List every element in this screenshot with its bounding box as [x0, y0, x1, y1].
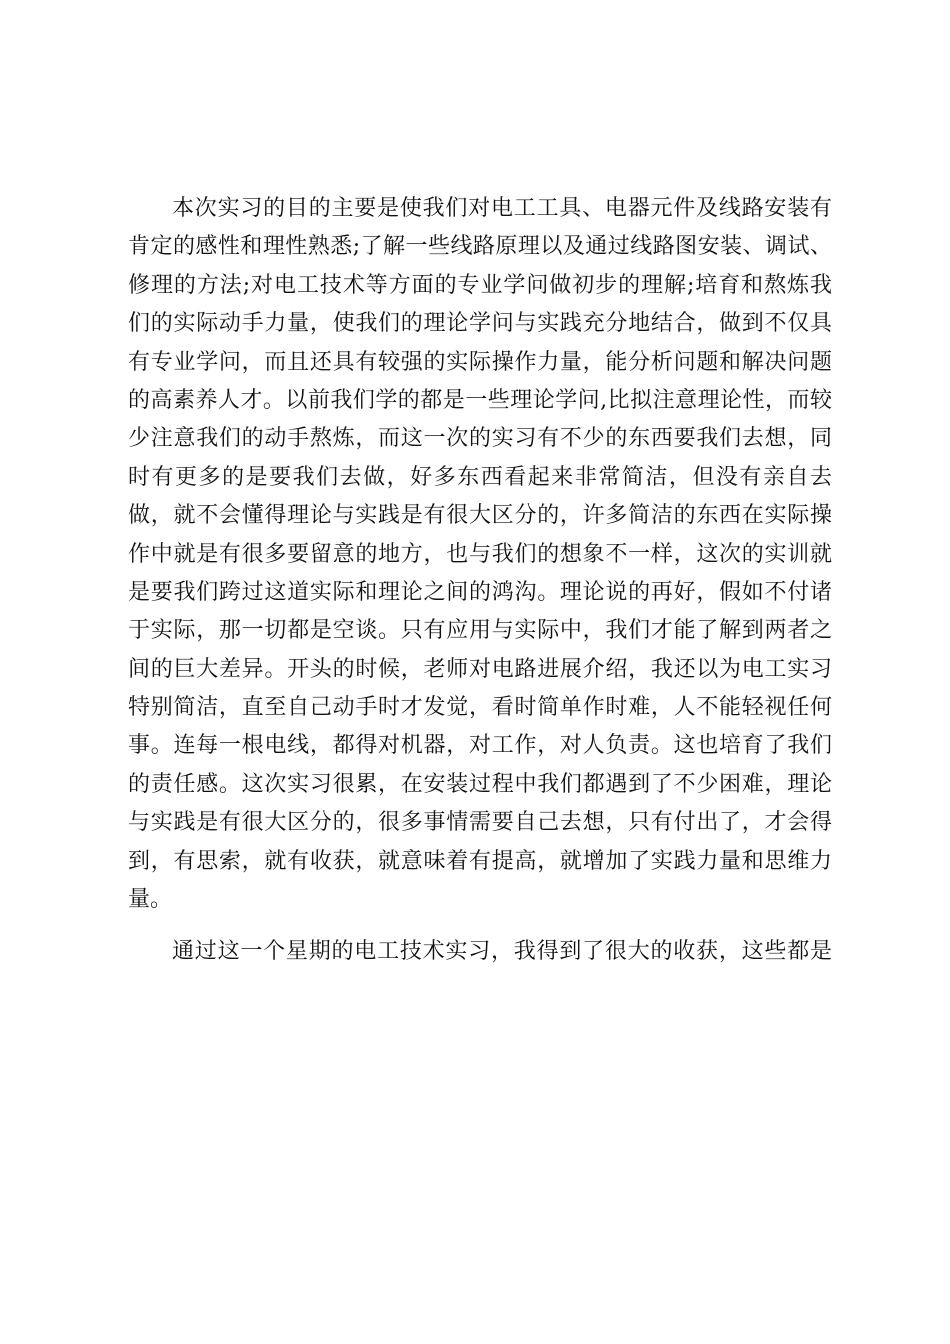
text-line: 是要我们跨过这道实际和理论之间的鸿沟。理论说的再好，假如不付诸: [128, 579, 832, 605]
text-line: 作中就是有很多要留意的地方，也与我们的想象不一样，这次的实训就: [128, 541, 832, 567]
text-line: 间的巨大差异。开头的时候，老师对电路进展介绍，我还以为电工实习: [128, 656, 832, 682]
document-body: [128, 190, 832, 972]
text-line: 与实践是有很大区分的，很多事情需要自己去想，只有付出了，才会得: [128, 810, 832, 836]
text-line: 本次实习的目的主要是使我们对电工工具、电器元件及线路安装有: [172, 196, 832, 221]
text-line: 做，就不会懂得理论与实践是有很大区分的，许多简洁的东西在实际操: [128, 503, 832, 529]
text-line: 到，有思索，就有收获，就意味着有提高，就增加了实践力量和思维力: [128, 848, 832, 874]
text-line: 于实际，那一切都是空谈。只有应用与实际中，我们才能了解到两者之: [128, 618, 832, 644]
text-line: 通过这一个星期的电工技术实习，我得到了很大的收获，这些都是: [172, 939, 832, 965]
paragraph-2: [128, 933, 832, 971]
text-line: 有专业学问，而且还具有较强的实际操作力量，能分析问题和解决问题: [128, 349, 832, 375]
text-line: 的责任感。这次实习很累，在安装过程中我们都遇到了不少困难，理论: [128, 771, 832, 797]
paragraph-spacer: [128, 919, 832, 933]
paragraph-1: [128, 190, 832, 919]
text-line: 的高素养人才。以前我们学的都是一些理论学问,比拟注意理论性，而较: [128, 387, 832, 413]
text-line: 量。: [128, 887, 173, 913]
text-line: 事。连每一根电线，都得对机器，对工作，对人负责。这也培育了我们: [128, 733, 832, 759]
text-line: 时有更多的是要我们去做，好多东西看起来非常简洁，但没有亲自去: [128, 464, 832, 490]
text-line: 们的实际动手力量，使我们的理论学问与实践充分地结合，做到不仅具: [128, 311, 832, 337]
text-line: 肯定的感性和理性熟悉;了解一些线路原理以及通过线路图安装、调试、: [128, 234, 832, 260]
text-line: 少注意我们的动手熬炼，而这一次的实习有不少的东西要我们去想，同: [128, 426, 832, 452]
text-line: 特别简洁，直至自己动手时才发觉，看时简单作时难，人不能轻视任何: [128, 695, 832, 721]
text-line: 修理的方法;对电工技术等方面的专业学问做初步的理解;培育和熬炼我: [128, 272, 832, 298]
